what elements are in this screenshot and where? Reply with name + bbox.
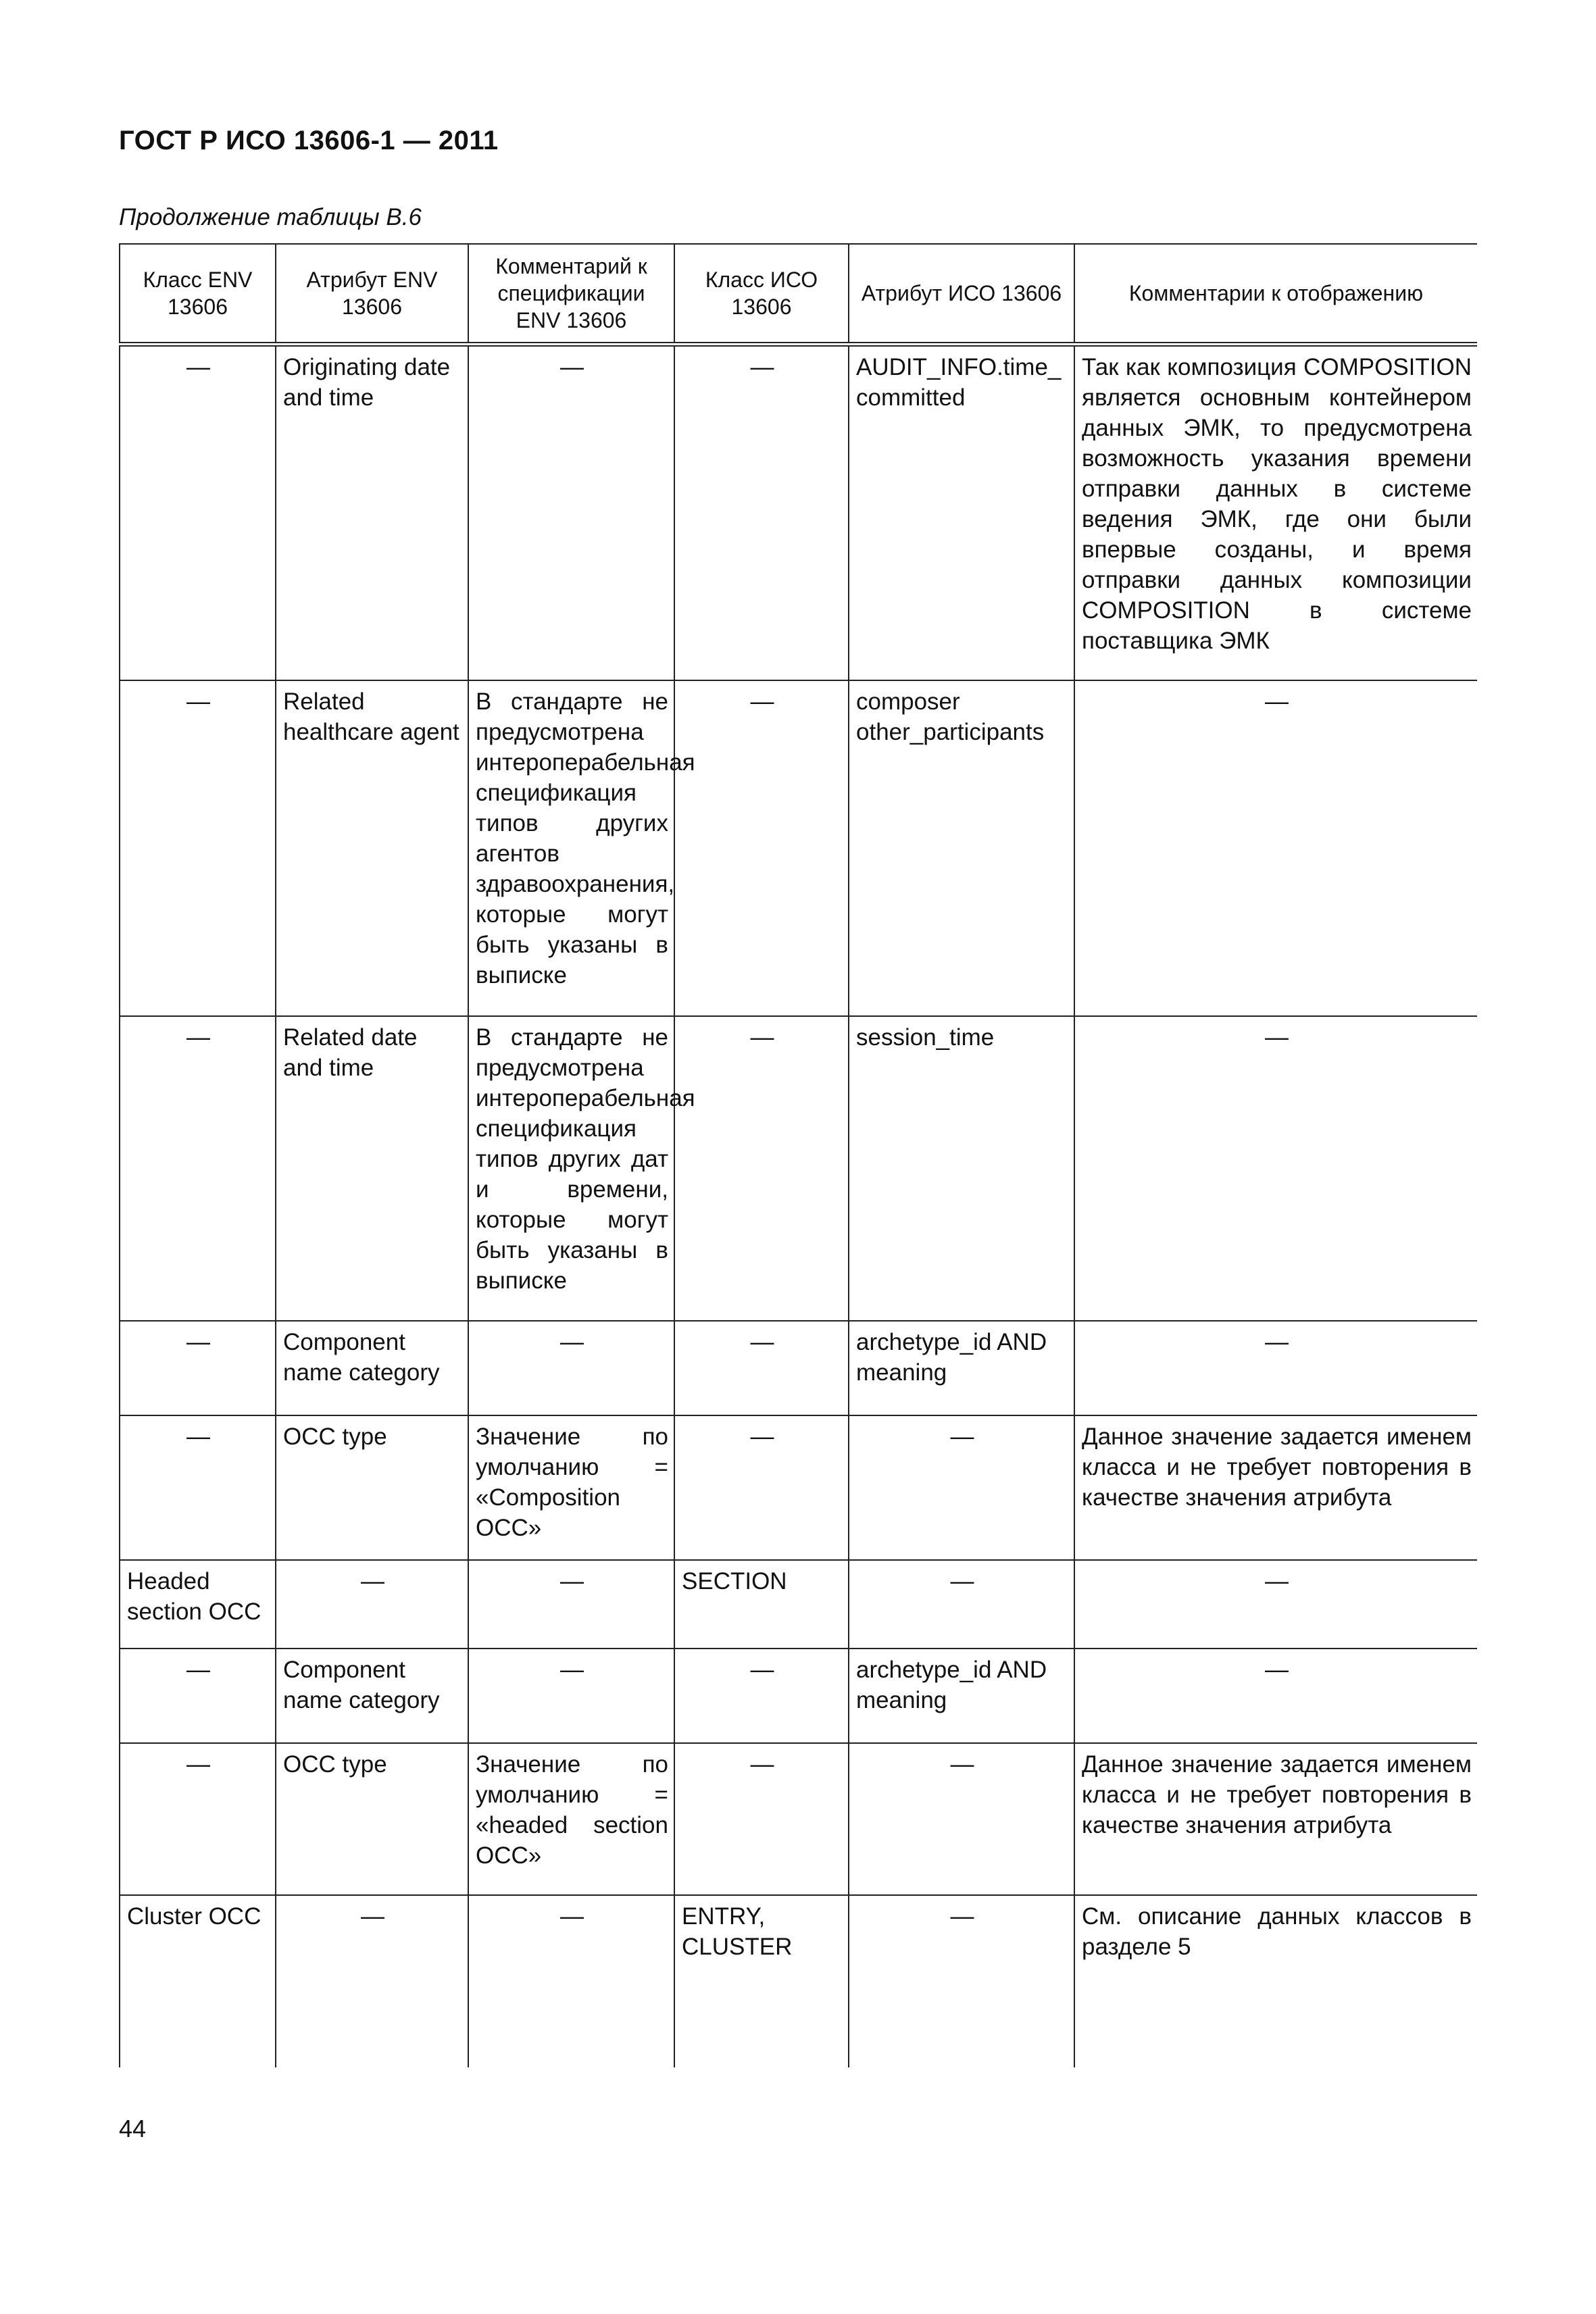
table-header-row xyxy=(120,244,1477,345)
table-cell: Related healthcare agent xyxy=(276,680,468,1016)
table-cell: — xyxy=(1074,680,1477,1016)
table-cell: — xyxy=(674,680,849,1016)
table-cell: Значение по умолчанию = «Composition OCC» xyxy=(468,1415,674,1560)
table-cell: composer other_participants xyxy=(849,680,1074,1016)
table-cell: Component name category xyxy=(276,1321,468,1415)
column-header: Комментарий к спецификации ENV 13606 xyxy=(468,244,674,345)
table-cell: — xyxy=(1074,1560,1477,1649)
table-cell: — xyxy=(120,1649,276,1743)
document-header: ГОСТ Р ИСО 13606-1 — 2011 xyxy=(119,126,499,155)
table-cell: Component name category xyxy=(276,1649,468,1743)
table-cell: Originating date and time xyxy=(276,345,468,680)
table-cell: — xyxy=(674,1321,849,1415)
table-cell: — xyxy=(1074,1321,1477,1415)
table-cell: — xyxy=(468,1649,674,1743)
table-cell: — xyxy=(849,1895,1074,2068)
table-cell: AUDIT_INFO.time_ committed xyxy=(849,345,1074,680)
table-cell: — xyxy=(120,345,276,680)
table-cell: — xyxy=(276,1895,468,2068)
table-cell: — xyxy=(120,1016,276,1321)
table-cell: Данное значение задается именем класса и не требует повторения в качестве значения атрибута xyxy=(1074,1743,1477,1895)
table-caption: Продолжение таблицы В.6 xyxy=(119,204,422,230)
page-number: 44 xyxy=(119,2115,147,2142)
table-cell: — xyxy=(674,1649,849,1743)
table-row xyxy=(120,1560,1477,1649)
table-cell: — xyxy=(120,1415,276,1560)
table-cell: — xyxy=(468,1895,674,2068)
table-cell: OCC type xyxy=(276,1743,468,1895)
table-cell: Данное значение задается именем класса и не требует повторения в качестве значения атрибута xyxy=(1074,1415,1477,1560)
table-cell: — xyxy=(849,1560,1074,1649)
table-cell: — xyxy=(849,1743,1074,1895)
table-row xyxy=(120,1649,1477,1743)
column-header: Класс ИСО 13606 xyxy=(674,244,849,345)
table-container xyxy=(119,243,1477,2067)
table-cell: ENTRY, CLUSTER xyxy=(674,1895,849,2068)
table-row xyxy=(120,345,1477,680)
table-cell: — xyxy=(120,680,276,1016)
table-cell: — xyxy=(674,345,849,680)
table-row xyxy=(120,1016,1477,1321)
mapping-table xyxy=(119,243,1477,2067)
table-cell: — xyxy=(1074,1016,1477,1321)
table-cell: SECTION xyxy=(674,1560,849,1649)
table-cell: session_time xyxy=(849,1016,1074,1321)
table-cell: — xyxy=(674,1743,849,1895)
table-cell: — xyxy=(674,1016,849,1321)
column-header: Атрибут ИСО 13606 xyxy=(849,244,1074,345)
table-cell: Related date and time xyxy=(276,1016,468,1321)
table-cell: В стандарте не предусмотрена интероперабельная спецификация типов других агентов здравоохранения, которые могут быть указаны в выписке xyxy=(468,680,674,1016)
table-cell: archetype_id AND meaning xyxy=(849,1321,1074,1415)
table-cell: — xyxy=(120,1321,276,1415)
table-row xyxy=(120,680,1477,1016)
table-cell: — xyxy=(120,1743,276,1895)
column-header: Комментарии к отображению xyxy=(1074,244,1477,345)
table-row xyxy=(120,1321,1477,1415)
table-cell: — xyxy=(468,345,674,680)
table-row xyxy=(120,1415,1477,1560)
table-cell: Значение по умолчанию = «headed section OCC» xyxy=(468,1743,674,1895)
table-row xyxy=(120,1895,1477,2068)
table-cell: См. описание данных классов в разделе 5 xyxy=(1074,1895,1477,2068)
table-cell: В стандарте не предусмотрена интероперабельная спецификация типов других дат и времени, которые могут быть указаны в выписке xyxy=(468,1016,674,1321)
table-cell: Cluster OCC xyxy=(120,1895,276,2068)
table-cell: Так как композиция COMPOSITION является основным контейнером данных ЭМК, то предусмотрена возможность указания времени отправки данных в системе ведения ЭМК, где они были впервые созданы, и время отправки данных композиции COMPOSITION в системе поставщика ЭМК xyxy=(1074,345,1477,680)
column-header: Класс ENV 13606 xyxy=(120,244,276,345)
table-cell: — xyxy=(1074,1649,1477,1743)
table-cell: — xyxy=(468,1321,674,1415)
table-cell: — xyxy=(674,1415,849,1560)
table-cell: OCC type xyxy=(276,1415,468,1560)
table-cell: archetype_id AND meaning xyxy=(849,1649,1074,1743)
column-header: Атрибут ENV 13606 xyxy=(276,244,468,345)
table-cell: — xyxy=(849,1415,1074,1560)
table-row xyxy=(120,1743,1477,1895)
table-cell: — xyxy=(468,1560,674,1649)
table-cell: — xyxy=(276,1560,468,1649)
table-cell: Headed section OCC xyxy=(120,1560,276,1649)
